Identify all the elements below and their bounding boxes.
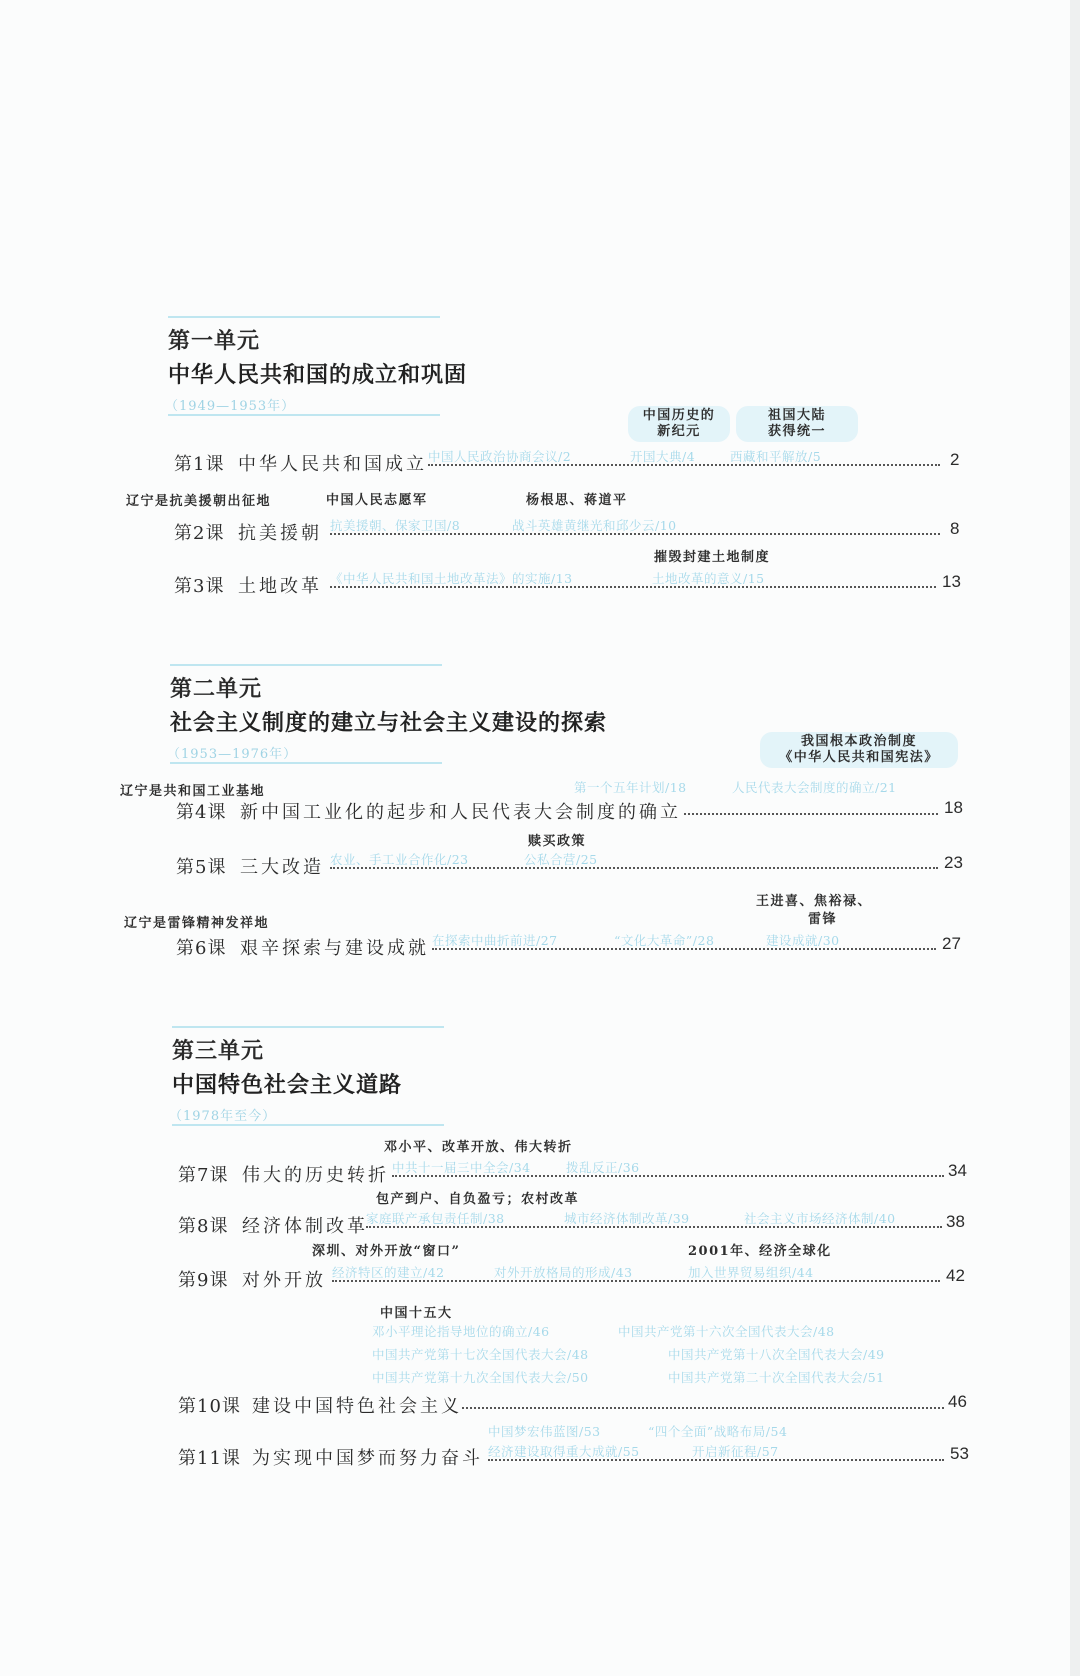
unit-years: （1978年至今）: [169, 1109, 277, 1124]
lesson-topic: 中国共产党第十六次全国代表大会/48: [618, 1324, 835, 1339]
lesson-topic: 经济建设取得重大成就/55: [488, 1444, 640, 1459]
page-number: 42: [946, 1266, 965, 1285]
lesson-topic: 公私合营/25: [524, 852, 598, 867]
bubble-line: 祖国大陆: [767, 408, 826, 423]
annotation-bubble: [736, 406, 858, 442]
lesson-topic: 中国共产党第十九次全国代表大会/50: [372, 1370, 589, 1385]
lesson-topic: 土地改革的意义/15: [652, 571, 765, 586]
lesson-topic: 加入世界贸易组织/44: [688, 1265, 814, 1280]
unit-top-rule: [168, 316, 440, 318]
annotation-note: 包产到户、自负盈亏；农村改革: [376, 1192, 580, 1207]
lesson-topic: 西藏和平解放/5: [730, 449, 822, 464]
page-number: 8: [950, 519, 960, 538]
lesson-number[interactable]: 第2课: [174, 523, 225, 544]
lesson-topic: “文化大革命”/28: [614, 933, 715, 948]
dot-leader: [432, 948, 936, 950]
unit-title: 社会主义制度的建立与社会主义建设的探索: [170, 710, 608, 736]
lesson-topic: 开国大典/4: [630, 449, 696, 464]
annotation-bubble: [760, 732, 958, 768]
lesson-title[interactable]: 为实现中国梦而努力奋斗: [252, 1448, 483, 1469]
unit-top-rule: [172, 1026, 444, 1028]
lesson-topic: 社会主义市场经济体制/40: [744, 1211, 896, 1226]
bubble-line: 获得统一: [767, 424, 826, 439]
dot-leader: [684, 813, 938, 815]
unit-years: （1949—1953年）: [165, 399, 296, 414]
dot-leader: [330, 533, 940, 535]
page-number: 53: [950, 1444, 969, 1463]
lesson-topic: 中国共产党第十七次全国代表大会/48: [372, 1347, 589, 1362]
unit-label: 第二单元: [170, 676, 263, 702]
annotation-note: 赎买政策: [528, 834, 587, 849]
dot-leader: [428, 464, 940, 466]
bubble-line: 《中华人民共和国宪法》: [779, 750, 939, 765]
annotation-note: 雷锋: [808, 912, 838, 927]
annotation-bubble: [628, 406, 730, 442]
lesson-title[interactable]: 中华人民共和国成立: [238, 454, 427, 475]
lesson-topic: 城市经济体制改革/39: [564, 1211, 690, 1226]
lesson-number[interactable]: 第8课: [178, 1216, 229, 1237]
annotation-note: 2001年、经济全球化: [688, 1244, 832, 1259]
lesson-title[interactable]: 伟大的历史转折: [242, 1165, 389, 1186]
annotation-note: 深圳、对外开放“窗口”: [312, 1244, 461, 1259]
lesson-title[interactable]: 艰辛探索与建设成就: [240, 938, 429, 959]
lesson-topic: 对外开放格局的形成/43: [494, 1265, 633, 1280]
lesson-topic: 在探索中曲折前进/27: [432, 933, 558, 948]
lesson-topic: 中共十一届三中全会/34: [392, 1160, 531, 1175]
lesson-topic: 中国梦宏伟蓝图/53: [488, 1424, 601, 1439]
dot-leader: [462, 1407, 944, 1409]
lesson-topic: 战斗英雄黄继光和邱少云/10: [512, 518, 677, 533]
lesson-title[interactable]: 抗美援朝: [238, 523, 322, 544]
page-number: 2: [950, 450, 960, 469]
lesson-title[interactable]: 三大改造: [240, 857, 324, 878]
page-number: 38: [946, 1212, 965, 1231]
lesson-topic: 中国共产党第十八次全国代表大会/49: [668, 1347, 885, 1362]
lesson-number[interactable]: 第4课: [176, 802, 227, 823]
annotation-note: 王进喜、焦裕禄、: [756, 894, 873, 909]
lesson-topic: 开启新征程/57: [692, 1444, 779, 1459]
lesson-topic: 拨乱反正/36: [566, 1160, 640, 1175]
bubble-line: 我国根本政治制度: [800, 734, 917, 749]
lesson-topic: 邓小平理论指导地位的确立/46: [372, 1324, 550, 1339]
page-number: 18: [944, 798, 963, 817]
lesson-topic: 家庭联产承包责任制/38: [366, 1211, 505, 1226]
lesson-title[interactable]: 经济体制改革: [242, 1216, 368, 1237]
lesson-topic: 第一个五年计划/18: [574, 780, 687, 795]
lesson-number[interactable]: 第5课: [176, 857, 227, 878]
lesson-number[interactable]: 第11课: [178, 1448, 241, 1469]
lesson-number[interactable]: 第1课: [174, 454, 225, 475]
page-number: 46: [948, 1392, 967, 1411]
annotation-note: 辽宁是共和国工业基地: [120, 784, 266, 799]
unit-years: （1953—1976年）: [167, 747, 298, 762]
bubble-line: 新纪元: [657, 424, 701, 439]
lesson-topic: 经济特区的建立/42: [332, 1265, 445, 1280]
lesson-topic: 农业、手工业合作化/23: [330, 852, 469, 867]
page-number: 34: [948, 1161, 967, 1180]
bubble-line: 中国历史的: [642, 408, 716, 423]
lesson-topic: 中国共产党第二十次全国代表大会/51: [668, 1370, 885, 1385]
lesson-title[interactable]: 新中国工业化的起步和人民代表大会制度的确立: [240, 802, 681, 823]
unit-top-rule: [170, 664, 442, 666]
annotation-note: 杨根思、蒋道平: [526, 493, 628, 508]
annotation-note: 摧毁封建土地制度: [654, 550, 771, 565]
unit-bottom-rule: [170, 762, 442, 764]
dot-leader: [392, 1175, 944, 1177]
lesson-number[interactable]: 第6课: [176, 938, 227, 959]
lesson-topic: 《中华人民共和国土地改革法》的实施/13: [330, 571, 573, 586]
dot-leader: [330, 586, 936, 588]
unit-bottom-rule: [172, 1124, 444, 1126]
lesson-topic: 人民代表大会制度的确立/21: [732, 780, 897, 795]
unit-bottom-rule: [168, 414, 440, 416]
lesson-topic: 中国人民政治协商会议/2: [428, 449, 572, 464]
dot-leader: [488, 1459, 944, 1461]
lesson-topic: 建设成就/30: [766, 933, 840, 948]
annotation-note: 邓小平、改革开放、伟大转折: [384, 1140, 573, 1155]
annotation-note: 中国人民志愿军: [326, 493, 428, 508]
lesson-title[interactable]: 对外开放: [242, 1270, 326, 1291]
unit-label: 第一单元: [168, 328, 261, 354]
page-number: 13: [942, 572, 961, 591]
lesson-number[interactable]: 第9课: [178, 1270, 229, 1291]
dot-leader: [332, 1280, 940, 1282]
annotation-note: 中国十五大: [380, 1306, 453, 1321]
unit-label: 第三单元: [172, 1038, 265, 1064]
lesson-title[interactable]: 土地改革: [238, 576, 322, 597]
dot-leader: [330, 867, 938, 869]
annotation-note: 辽宁是雷锋精神发祥地: [124, 916, 270, 931]
lesson-title[interactable]: 建设中国特色社会主义: [252, 1396, 462, 1417]
lesson-number[interactable]: 第7课: [178, 1165, 229, 1186]
page-number: 23: [944, 853, 963, 872]
lesson-topic: “四个全面”战略布局/54: [648, 1424, 788, 1439]
unit-title: 中华人民共和国的成立和巩固: [168, 362, 468, 388]
page-edge: [1070, 0, 1080, 1676]
page-number: 27: [942, 934, 961, 953]
lesson-number[interactable]: 第10课: [178, 1396, 241, 1417]
lesson-topic: 抗美援朝、保家卫国/8: [330, 518, 461, 533]
annotation-note: 辽宁是抗美援朝出征地: [126, 494, 272, 509]
lesson-number[interactable]: 第3课: [174, 576, 225, 597]
unit-title: 中国特色社会主义道路: [172, 1072, 403, 1098]
dot-leader: [366, 1226, 942, 1228]
